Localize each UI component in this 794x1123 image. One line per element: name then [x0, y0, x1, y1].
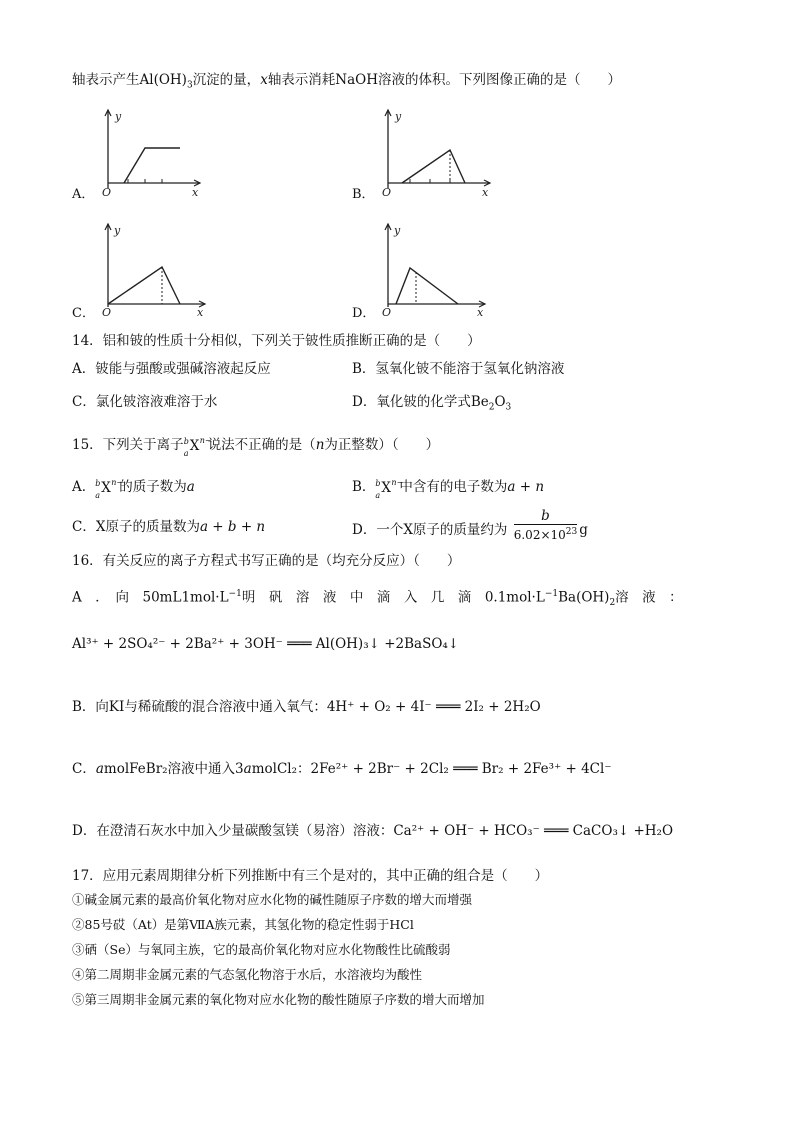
graph-c-y-label: y [114, 224, 121, 237]
option-b-label[interactable]: B． [352, 187, 375, 202]
q15-stem: 15．下列关于离子 b a X n− 说法不正确的是（n为正整数）（ ） [72, 435, 440, 458]
graph-d [380, 222, 500, 317]
q17-stem: 17．应用元素周期律分析下列推断中有三个是对的，其中正确的组合是（ ） [72, 868, 549, 884]
q16-option-a[interactable]: A ． 向 $50mL1mol\cdot L^{-1}$明 矾 溶 液 中 滴 入 几 滴 $0.1mol\cdot L^{-1}Ba(OH)_2$溶 液 ： [72, 589, 683, 609]
graph-c [100, 222, 215, 317]
q16-option-a-equation: Al³⁺ + 2SO₄²⁻ + 2Ba²⁺ + 3OH⁻ ═══ Al(OH)₃↓ +2BaSO₄↓ [72, 636, 460, 652]
q17-item: ②85号砹（At）是第ⅦA族元素，其氢化物的稳定性弱于HCl [72, 917, 414, 932]
q17-item: ③硒（Se）与氧同主族，它的最高价氧化物对应水化物酸性比硫酸弱 [72, 942, 451, 957]
graph-b-origin: O [382, 186, 392, 198]
graph-d-x-label: x [477, 306, 484, 317]
option-c-label[interactable]: C． [72, 306, 95, 321]
q14-stem: 14．铝和铍的性质十分相似，下列关于铍性质推断正确的是（ ） [72, 333, 481, 349]
graph-a [100, 108, 210, 198]
mass-fraction: $\frac{b}{6.02\times 10^{23}}$ [513, 508, 578, 542]
ion-symbol: b a X n− [375, 477, 404, 500]
q15-option-a[interactable]: A． b a X n− 的质子数为a [72, 477, 195, 500]
q16-option-d[interactable]: D．在澄清石灰水中加入少量碳酸氢镁（易溶）溶液：Ca²⁺ + OH⁻ + HCO₃⁻ ═══ CaCO₃↓ +H₂O [72, 823, 674, 839]
ion-symbol: b a X n− [95, 477, 124, 500]
graph-a-x-label: x [192, 186, 199, 198]
q14-option-d[interactable]: D．氧化铍的化学式$Be_2O_3$ [352, 394, 512, 413]
graph-c-x-label: x [197, 306, 204, 317]
q17-item: ④第二周期非金属元素的气态氢化物溶于水后，水溶液均为酸性 [72, 967, 423, 982]
q15-option-c[interactable]: C．X原子的质量数为a + b + n [72, 519, 266, 535]
q16-stem: 16．有关反应的离子方程式书写正确的是（均充分反应）（ ） [72, 553, 461, 569]
q14-option-c[interactable]: C．氯化铍溶液难溶于水 [72, 394, 218, 410]
graph-b [380, 108, 500, 198]
graph-b-x-label: x [482, 186, 489, 198]
ion-symbol: b a X n− [183, 435, 212, 458]
graph-c-origin: O [102, 306, 112, 317]
graph-a-y-label: y [115, 110, 122, 123]
q14-option-a[interactable]: A．铍能与强酸或强碱溶液起反应 [72, 361, 271, 377]
q17-item: ①碱金属元素的最高价氧化物对应水化物的碱性随原子序数的增大而增强 [72, 892, 473, 907]
q17-item: ⑤第三周期非金属元素的氧化物对应水化物的酸性随原子序数的增大而增加 [72, 992, 485, 1007]
graph-a-origin: O [102, 186, 112, 198]
q16-option-b[interactable]: B．向KI与稀硫酸的混合溶液中通入氧气：4H⁺ + O₂ + 4I⁻ ═══ 2I₂ + 2H₂O [72, 699, 541, 715]
graph-b-y-label: y [395, 110, 402, 123]
q14-option-b[interactable]: B．氢氧化铍不能溶于氢氧化钠溶液 [352, 361, 565, 377]
option-a-label[interactable]: A． [72, 187, 95, 202]
q16-option-c[interactable]: C．amolFeBr₂溶液中通入3amolCl₂：2Fe²⁺ + 2Br⁻ + 2Cl₂ ═══ Br₂ + 2Fe³⁺ + 4Cl⁻ [72, 761, 612, 777]
graph-d-y-label: y [394, 224, 401, 237]
graph-d-origin: O [382, 306, 392, 317]
intro-line: 轴表示产生$Al(OH)_3$沉淀的量，x轴表示消耗NaOH溶液的体积。下列图像正确的是（ ） [72, 72, 622, 91]
q15-option-b[interactable]: B． b a X n− 中含有的电子数为a + n [352, 477, 545, 500]
option-d-label[interactable]: D． [352, 306, 376, 321]
q15-option-d[interactable]: D．一个X原子的质量约为 $\frac{b}{6.02\times 10^{23}}$ g [352, 508, 588, 542]
